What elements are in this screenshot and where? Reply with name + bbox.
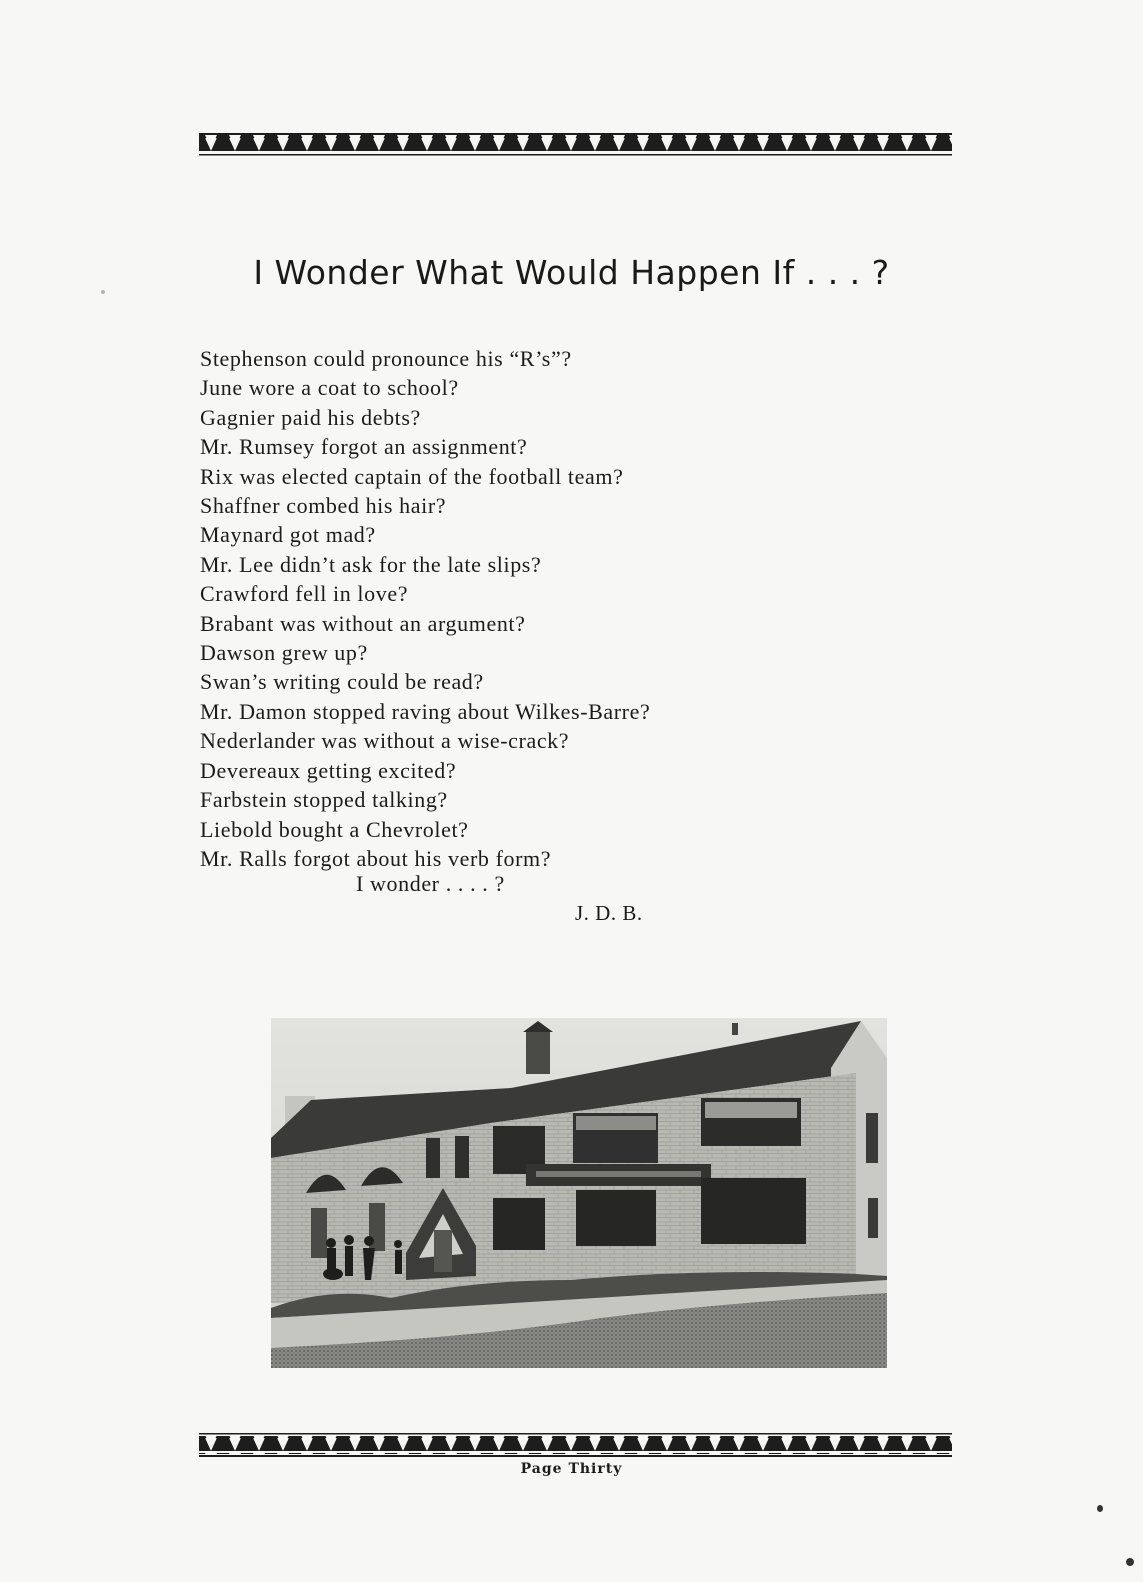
author-signature: J. D. B. xyxy=(575,901,643,925)
poem-line: Gagnier paid his debts? xyxy=(200,404,421,430)
print-speck xyxy=(1126,1558,1134,1566)
page-number: Page Thirty xyxy=(520,1461,623,1477)
page-title: I Wonder What Would Happen If . . . ? xyxy=(253,253,890,292)
bottom-decorative-border xyxy=(199,1433,952,1457)
poem-closing-line: I wonder . . . . ? xyxy=(356,871,505,896)
poem-line: June wore a coat to school? xyxy=(200,375,459,401)
poem-line: Mr. Lee didn’t ask for the late slips? xyxy=(200,551,542,577)
poem-line: Shaffner combed his hair? xyxy=(200,493,447,519)
poem-line: Mr. Ralls forgot about his verb form? xyxy=(200,845,552,871)
poem-line: Rix was elected captain of the football team? xyxy=(200,463,624,489)
poem-line: Farbstein stopped talking? xyxy=(200,787,448,813)
poem-line: Dawson grew up? xyxy=(200,640,368,666)
poem-line: Crawford fell in love? xyxy=(200,581,409,607)
print-speck xyxy=(101,290,105,294)
poem-line: Mr. Rumsey forgot an assignment? xyxy=(200,434,528,460)
poem-line: Stephenson could pronounce his “R’s”? xyxy=(200,346,572,371)
poem-line: Devereaux getting excited? xyxy=(200,757,457,783)
poem-line: Brabant was without an argument? xyxy=(200,610,526,636)
poem-line: Maynard got mad? xyxy=(200,522,376,548)
school-building-photo xyxy=(271,1018,887,1368)
poem-line: Liebold bought a Chevrolet? xyxy=(200,816,469,842)
poem-line: Swan’s writing could be read? xyxy=(200,669,484,695)
poem-line: Nederlander was without a wise-crack? xyxy=(200,728,570,754)
poem-body xyxy=(200,344,800,873)
poem-line: Mr. Damon stopped raving about Wilkes-Barre? xyxy=(200,698,651,724)
top-decorative-border xyxy=(199,133,952,157)
print-speck xyxy=(1097,1505,1103,1512)
